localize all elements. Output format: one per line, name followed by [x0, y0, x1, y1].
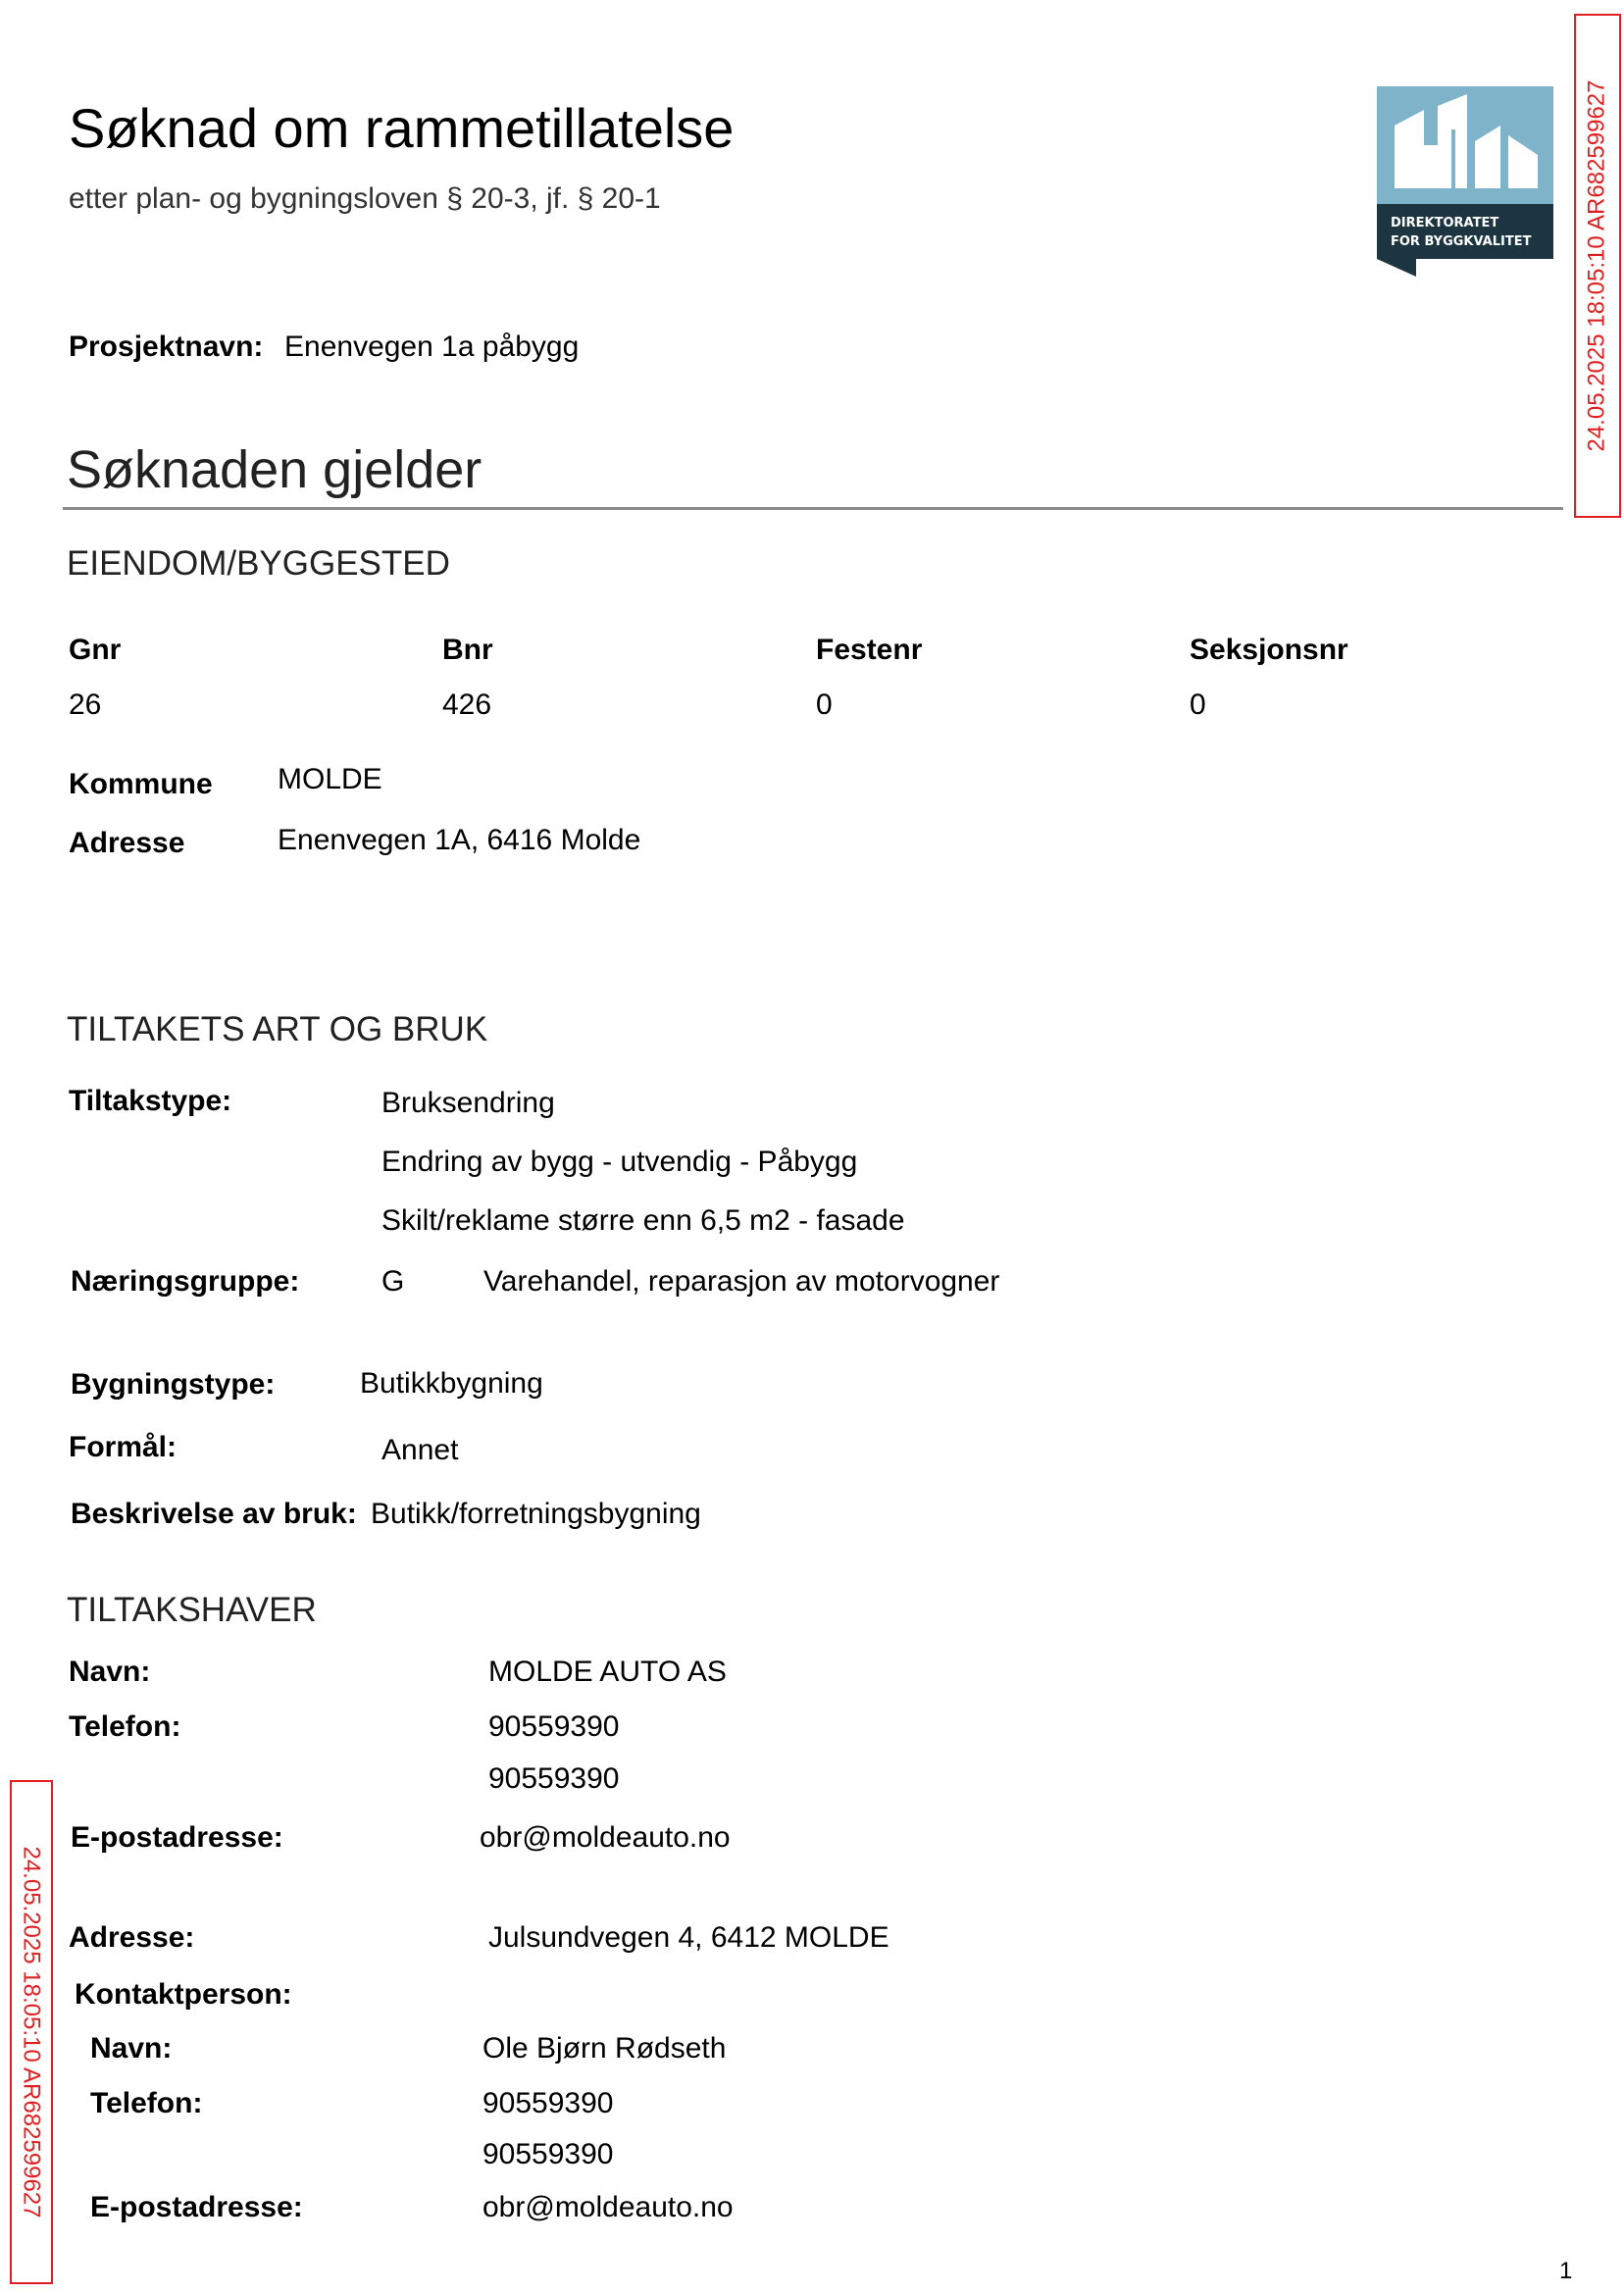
naeringsgruppe-value: Varehandel, reparasjon av motorvogner: [483, 1265, 1000, 1298]
adresse-value: Julsundvegen 4, 6412 MOLDE: [488, 1921, 889, 1954]
kommune-label: Kommune: [69, 768, 213, 800]
formal-label: Formål:: [69, 1431, 178, 1463]
kontakt-navn-value: Ole Bjørn Rødseth: [482, 2032, 727, 2065]
beskrivelse-value: Butikk/forretningsbygning: [371, 1498, 701, 1530]
address-label: Adresse: [69, 827, 185, 859]
bygningstype-label: Bygningstype:: [71, 1368, 276, 1401]
naeringsgruppe-code: G: [381, 1265, 405, 1298]
navn-label: Navn:: [69, 1656, 151, 1688]
epost-value: obr@moldeauto.no: [480, 1821, 731, 1854]
gnr-value: 26: [69, 688, 102, 721]
telefon-value: 90559390: [488, 1710, 620, 1743]
naeringsgruppe-label: Næringsgruppe:: [71, 1265, 300, 1298]
tiltakstype-value: Bruksendring: [381, 1087, 555, 1119]
section-heading: Søknaden gjelder: [67, 440, 482, 499]
festenr-label: Festenr: [816, 634, 923, 666]
kontakt-epost-label: E-postadresse:: [90, 2191, 303, 2223]
formal-value: Annet: [381, 1434, 459, 1466]
tiltakshaver-section-title: TILTAKSHAVER: [67, 1591, 317, 1629]
kontakt-telefon-label: Telefon:: [90, 2087, 203, 2119]
seksjonsnr-value: 0: [1190, 688, 1206, 721]
property-section-title: EIENDOM/BYGGESTED: [67, 544, 450, 583]
logo-text-1: DIREKTORATET: [1391, 216, 1499, 230]
timestamp-stamp-top: [1574, 14, 1621, 518]
bnr-value: 426: [442, 688, 492, 721]
stamp-text: 24.05.2025 18:05:10 AR682599627: [19, 1846, 45, 2218]
seksjonsnr-label: Seksjonsnr: [1190, 634, 1348, 666]
gnr-label: Gnr: [69, 634, 122, 666]
kontakt-telefon-value: 90559390: [482, 2138, 614, 2170]
kontakt-navn-label: Navn:: [90, 2032, 173, 2065]
stamp-text: 24.05.2025 18:05:10 AR682599627: [1584, 79, 1610, 452]
kontaktperson-label: Kontaktperson:: [75, 1978, 292, 2011]
beskrivelse-label: Beskrivelse av bruk:: [71, 1498, 357, 1530]
dibk-logo: [1377, 86, 1553, 277]
project-name-label: Prosjektnavn:: [69, 331, 264, 363]
tiltakstype-label: Tiltakstype:: [69, 1085, 232, 1117]
document-title: Søknad om rammetillatelse: [69, 97, 735, 159]
kontakt-epost-value: obr@moldeauto.no: [482, 2191, 734, 2223]
bnr-label: Bnr: [442, 634, 493, 666]
project-name-value: Enenvegen 1a påbygg: [284, 331, 580, 363]
bygningstype-value: Butikkbygning: [360, 1367, 543, 1400]
tiltak-section-title: TILTAKETS ART OG BRUK: [67, 1010, 488, 1048]
epost-label: E-postadresse:: [71, 1821, 283, 1854]
heading-divider: [63, 507, 1563, 510]
navn-value: MOLDE AUTO AS: [488, 1656, 727, 1688]
page-number: 1: [1559, 2258, 1573, 2284]
timestamp-stamp-left: [10, 1780, 53, 2284]
kontakt-telefon-value: 90559390: [482, 2087, 614, 2119]
telefon-value: 90559390: [488, 1762, 620, 1795]
address-value: Enenvegen 1A, 6416 Molde: [278, 824, 641, 856]
festenr-value: 0: [816, 688, 833, 721]
kommune-value: MOLDE: [278, 763, 382, 795]
logo-text-2: FOR BYGGKVALITET: [1391, 234, 1532, 249]
building-logo-icon: [1377, 86, 1553, 277]
adresse-label: Adresse:: [69, 1921, 195, 1954]
tiltakstype-value: Skilt/reklame større enn 6,5 m2 - fasade: [381, 1204, 905, 1237]
document-subtitle: etter plan- og bygningsloven § 20-3, jf. § 20-1: [69, 182, 661, 215]
tiltakstype-value: Endring av bygg - utvendig - Påbygg: [381, 1146, 858, 1178]
telefon-label: Telefon:: [69, 1710, 181, 1743]
